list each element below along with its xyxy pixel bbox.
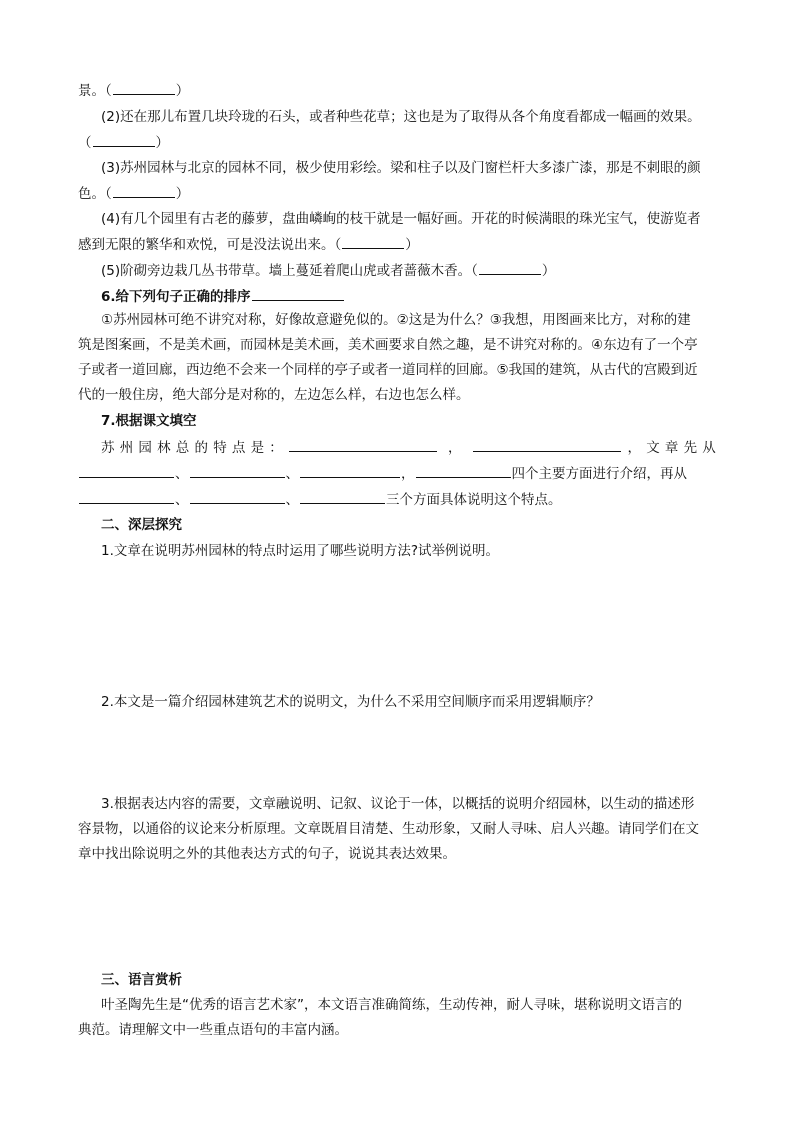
q6-title: 6.给下列句子正确的排序 bbox=[101, 287, 345, 306]
item-1-tail: 景。（ ） bbox=[78, 83, 190, 99]
q7-line-2: 、 、 ， 四个主要方面进行介绍，再从 bbox=[78, 464, 687, 483]
answer-blank-4[interactable] bbox=[342, 235, 404, 249]
q7-blank-feature-2[interactable] bbox=[473, 438, 621, 452]
item-2: (2)还在那儿布置几块玲珑的石头，或者种些花草；这也是为了取得从各个角度看都成一幅画的效果。 bbox=[101, 109, 701, 125]
q6-passage-line-3: 子或者一道回廊，西边绝不会来一个同样的亭子或者一道同样的回廊。⑤我国的建筑，从古代的宫殿到近 bbox=[78, 362, 698, 378]
q7-blank-aspect-4[interactable] bbox=[416, 464, 511, 478]
section-2-q3-line-3: 章中找出除说明之外的其他表达方式的句子，说说其表达效果。 bbox=[78, 846, 456, 862]
item-3: (3)苏州园林与北京的园林不同，极少使用彩绘。梁和柱子以及门窗栏杆大多漆广漆，那是不刺眼的颜 bbox=[101, 160, 701, 176]
q7-blank-detail-3[interactable] bbox=[300, 490, 385, 504]
q7-blank-detail-1[interactable] bbox=[79, 490, 174, 504]
section-2-q3-line-2: 容景物，以通俗的议论来分析原理。文章既眉目清楚、生动形象，又耐人寻味、启人兴趣。请同学们在文 bbox=[78, 821, 699, 837]
item-5: (5)阶砌旁边栽几丛书带草。墙上蔓延着爬山虎或者蔷薇木香。（ ） bbox=[101, 263, 556, 279]
q6-passage-line-4: 代的一般住房，绝大部分是对称的，左边怎么样，右边也怎么样。 bbox=[78, 387, 470, 403]
section-2-title: 二、深层探究 bbox=[101, 517, 182, 533]
q6-passage-line-2: 筑是图案画，不是美术画，而园林是美术画，美术画要求自然之趣，是不讲究对称的。④东边有了一个亭 bbox=[78, 337, 698, 353]
item-2-answer: （ ） bbox=[78, 135, 169, 151]
q6-passage-line-1: ①苏州园林可绝不讲究对称，好像故意避免似的。②这是为什么？③我想，用图画来比方，对称的建 bbox=[101, 312, 691, 328]
q7-line-1: 苏州园林总的特点是： ， ，文章先从 bbox=[101, 440, 721, 456]
section-3-title: 三、语言赏析 bbox=[101, 972, 182, 988]
item-4: (4)有几个园里有古老的藤萝，盘曲嶙峋的枝干就是一幅好画。开花的时候满眼的珠光宝气，使游览者 bbox=[101, 211, 701, 227]
section-3-line-2: 典范。请理解文中一些重点语句的丰富内涵。 bbox=[78, 1022, 348, 1038]
item-3-tail: 色。（ ） bbox=[78, 186, 190, 202]
q7-blank-feature-1[interactable] bbox=[289, 438, 437, 452]
section-2-q2: 2.本文是一篇介绍园林建筑艺术的说明文，为什么不采用空间顺序而采用逻辑顺序？ bbox=[101, 694, 600, 710]
q7-blank-detail-2[interactable] bbox=[190, 490, 285, 504]
item-4-tail: 感到无限的繁华和欢悦，可是没法说出来。（ ） bbox=[78, 237, 419, 253]
q7-blank-aspect-1[interactable] bbox=[79, 464, 174, 478]
q7-line-3: 、 、 三个方面具体说明这个特点。 bbox=[78, 490, 562, 509]
q7-title: 7.根据课文填空 bbox=[101, 413, 197, 429]
answer-blank-2[interactable] bbox=[93, 133, 155, 147]
answer-blank-3[interactable] bbox=[113, 184, 175, 198]
q7-blank-aspect-2[interactable] bbox=[190, 464, 285, 478]
q6-answer-blank[interactable] bbox=[252, 287, 344, 301]
section-3-line-1: 叶圣陶先生是“优秀的语言艺术家”，本文语言准确简练，生动传神，耐人寻味，堪称说明文语言的 bbox=[101, 997, 682, 1013]
answer-blank-5[interactable] bbox=[479, 261, 541, 275]
section-2-q3-line-1: 3.根据表达内容的需要，文章融说明、记叙、议论于一体，以概括的说明介绍园林，以生动的描述形 bbox=[101, 796, 695, 812]
section-2-q1: 1.文章在说明苏州园林的特点时运用了哪些说明方法?试举例说明。 bbox=[101, 543, 500, 559]
q7-blank-aspect-3[interactable] bbox=[300, 464, 400, 478]
answer-blank-1[interactable] bbox=[113, 81, 175, 95]
